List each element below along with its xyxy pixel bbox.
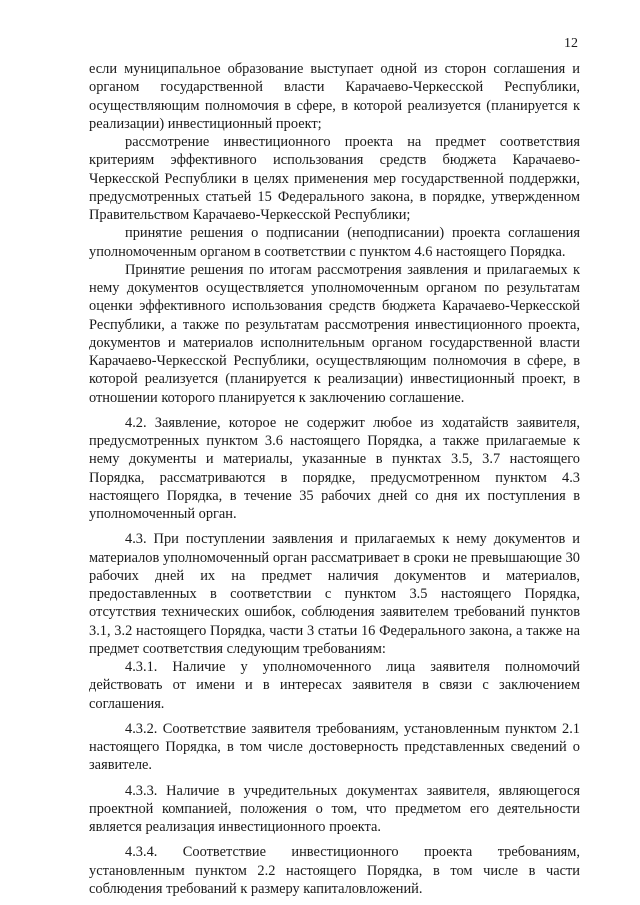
page-number: 12 [564,36,578,51]
paragraph-4-3-1: 4.3.1. Наличие у уполномоченного лица заявителя полномочий действовать от имени и в интересах заявителя в связи с заключением соглашения. [89,659,580,712]
paragraph-decision-basis: Принятие решения по итогам рассмотрения заявления и прилагаемых к нему документов осуществляется уполномоченным органом по результатам оценки эффективного использования средств бюджета Карачаево-Черкесской Республики, а также по результатам рассмотрения инвестиционного проекта, документов и материалов исполнительным органом государственной власти Карачаево-Черкесской Республики, осуществляющим полномочия в сфере, в которой реализуется (планируется к реализации) инвестиционный проект, в отношении которого планируется к заключению соглашение. [89,261,580,406]
paragraph-4-3-4: 4.3.4. Соответствие инвестиционного проекта требованиям, установленным пунктом 2.2 настоящего Порядка, в том числе в части соблюдения требований к размеру капиталовложений. [89,844,580,897]
paragraph-4-3: 4.3. При поступлении заявления и прилагаемых к нему документов и материалов уполномоченный орган рассматривает в сроки не превышающие 30 рабочих дней их на предмет наличия документов и материалов, предоставленных в соответствии с пунктом 3.5 настоящего Порядка, отсутствия технических ошибок, соблюдения заявителем требований пунктов 3.1, 3.2 настоящего Порядка, части 3 статьи 16 Федерального закона, а также на предмет соответствия следующим требованиям: [89,531,580,657]
paragraph-4-2: 4.2. Заявление, которое не содержит любое из ходатайств заявителя, предусмотренных пунктом 3.6 настоящего Порядка, а также прилагаемые к нему документы и материалы, указанные в пунктах 3.5, 3.7 настоящего Порядка, рассматриваются в порядке, предусмотренном пунктом 4.3 настоящего Порядка, в течение 35 рабочих дней со дня их поступления в уполномоченный орган. [89,414,580,522]
paragraph-continuation: если муниципальное образование выступает одной из сторон соглашения и органом государственной власти Карачаево-Черкесской Республики, осуществляющим полномочия в сфере, в которой реализуется (планируется к реализации) инвестиционный проект; [89,61,580,132]
paragraph-project-review: рассмотрение инвестиционного проекта на предмет соответствия критериям эффективного использования средств бюджета Карачаево-Черкесской Республики в целях применения мер государственной поддержки, предусмотренных статьей 15 Федерального закона, в порядке, утвержденном Правительством Карачаево-Черкесской Республики; [89,134,580,223]
document-body [89,60,580,898]
paragraph-signing-decision: принятие решения о подписании (неподписании) проекта соглашения уполномоченным органом в соответствии с пунктом 4.6 настоящего Порядка. [89,225,580,260]
paragraph-4-3-2: 4.3.2. Соответствие заявителя требованиям, установленным пунктом 2.1 настоящего Порядка, в том числе достоверность представленных сведений о заявителе. [89,720,580,774]
paragraph-4-3-3: 4.3.3. Наличие в учредительных документах заявителя, являющегося проектной компанией, положения о том, что предметом его деятельности является реализация инвестиционного проекта. [89,782,580,835]
